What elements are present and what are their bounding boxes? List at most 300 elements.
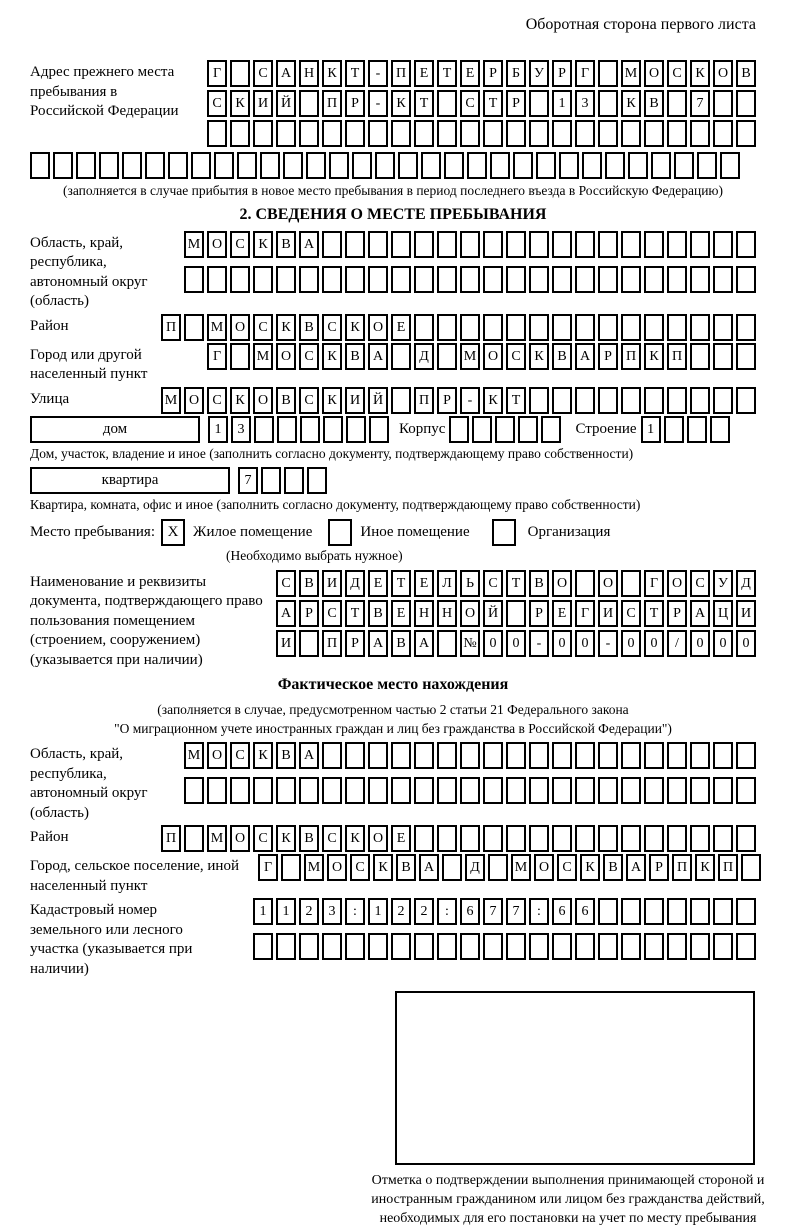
form-cell [713, 231, 733, 258]
form-cell [598, 231, 618, 258]
form-cell: С [322, 600, 342, 627]
form-cell: Ь [460, 570, 480, 597]
form-cell [621, 314, 641, 341]
form-cell: С [207, 90, 227, 117]
form-cell [736, 314, 756, 341]
form-cell: С [276, 570, 296, 597]
form-cell: : [529, 898, 549, 925]
form-cell [713, 825, 733, 852]
form-cell: О [713, 60, 733, 87]
form-cell: / [667, 630, 687, 657]
form-cell [230, 120, 250, 147]
cadastral-row-1 [253, 898, 756, 925]
form-cell [529, 266, 549, 293]
form-cell: В [276, 387, 296, 414]
form-cell: Д [465, 854, 485, 881]
form-cell [598, 266, 618, 293]
form-cell: Е [391, 314, 411, 341]
form-cell [345, 120, 365, 147]
form-cell [460, 825, 480, 852]
form-cell: Е [414, 60, 434, 87]
form-cell [352, 152, 372, 179]
form-cell [575, 231, 595, 258]
form-cell [184, 266, 204, 293]
form-cell: - [368, 90, 388, 117]
prev-address-row-2 [207, 90, 756, 117]
form-cell: О [276, 343, 296, 370]
form-cell: Й [483, 600, 503, 627]
form-cell: 2 [391, 898, 411, 925]
form-cell: Е [391, 600, 411, 627]
form-cell [575, 387, 595, 414]
form-cell: 1 [253, 898, 273, 925]
form-cell: Р [667, 600, 687, 627]
form-cell: А [299, 231, 319, 258]
form-cell: С [690, 570, 710, 597]
form-cell [449, 416, 469, 443]
form-cell: 1 [368, 898, 388, 925]
form-cell [713, 898, 733, 925]
form-cell [644, 777, 664, 804]
stay-type-block [30, 519, 756, 546]
form-cell: Р [345, 90, 365, 117]
form-cell: П [322, 90, 342, 117]
prev-address-label: Адрес прежнего места пребывания в Российской Федерации [30, 64, 179, 119]
form-cell [230, 343, 250, 370]
form-cell: Т [437, 60, 457, 87]
form-cell [664, 416, 684, 443]
form-cell [368, 742, 388, 769]
form-cell [621, 898, 641, 925]
form-cell [644, 933, 664, 960]
form-cell [575, 266, 595, 293]
form-cell: О [184, 387, 204, 414]
form-cell [667, 314, 687, 341]
form-cell: Д [736, 570, 756, 597]
form-cell: О [368, 314, 388, 341]
form-cell [529, 231, 549, 258]
form-cell [506, 742, 526, 769]
form-cell [736, 742, 756, 769]
form-cell [345, 933, 365, 960]
form-cell: О [207, 742, 227, 769]
form-cell: Т [345, 60, 365, 87]
form-cell: 0 [552, 630, 572, 657]
actual-region-label: Область, край, республика, автономный округ (область) [30, 746, 148, 821]
form-cell [369, 416, 389, 443]
form-cell: В [345, 343, 365, 370]
form-cell [690, 742, 710, 769]
form-cell: Т [414, 90, 434, 117]
form-cell: К [644, 343, 664, 370]
form-cell: С [322, 825, 342, 852]
form-cell: 2 [299, 898, 319, 925]
form-cell [421, 152, 441, 179]
form-cell: П [672, 854, 692, 881]
form-cell [460, 933, 480, 960]
form-cell [621, 570, 641, 597]
form-cell [506, 600, 526, 627]
form-cell [713, 120, 733, 147]
form-cell [460, 231, 480, 258]
form-cell: 7 [690, 90, 710, 117]
form-cell [713, 343, 733, 370]
form-cell: К [322, 387, 342, 414]
stay-type-label: Место пребывания: [30, 523, 155, 540]
form-cell [741, 854, 761, 881]
form-cell [736, 266, 756, 293]
form-cell: К [529, 343, 549, 370]
form-cell [322, 933, 342, 960]
form-cell [713, 742, 733, 769]
form-cell: А [690, 600, 710, 627]
form-cell: О [644, 60, 664, 87]
form-cell [621, 825, 641, 852]
form-cell [644, 120, 664, 147]
form-cell: 0 [713, 630, 733, 657]
section2-title: 2. СВЕДЕНИЯ О МЕСТЕ ПРЕБЫВАНИЯ [239, 205, 547, 223]
form-cell: К [276, 314, 296, 341]
form-cell: 1 [641, 416, 661, 443]
form-cell [598, 777, 618, 804]
form-cell: С [253, 825, 273, 852]
form-cell: М [253, 343, 273, 370]
form-cell [444, 152, 464, 179]
form-cell [414, 742, 434, 769]
apartment-number-row [238, 467, 327, 494]
form-cell: К [345, 314, 365, 341]
section2-district-row [161, 314, 756, 341]
form-cell [276, 266, 296, 293]
form-cell [687, 416, 707, 443]
form-cell: И [736, 600, 756, 627]
form-cell [414, 314, 434, 341]
form-cell: № [460, 630, 480, 657]
form-cell [598, 90, 618, 117]
form-cell: К [253, 231, 273, 258]
form-cell: 0 [506, 630, 526, 657]
form-cell [276, 933, 296, 960]
document-label: Наименование и реквизиты документа, подтверждающего право пользования помещением (строением, сооружением) (указывается при наличии) [30, 573, 263, 668]
form-cell: 0 [690, 630, 710, 657]
form-cell [184, 314, 204, 341]
form-cell [230, 60, 250, 87]
actual-location-title: Фактическое место нахождения [277, 676, 509, 694]
actual-city-block [30, 854, 756, 896]
form-cell [575, 120, 595, 147]
section2-district-block [30, 314, 756, 341]
form-cell [483, 120, 503, 147]
cadastral-row-2 [253, 933, 756, 960]
actual-region-row-2 [184, 777, 756, 804]
stroenie-row [641, 416, 730, 443]
form-cell: Е [460, 60, 480, 87]
section2-city-label: Город или другой населенный пункт [30, 346, 148, 383]
form-cell [598, 387, 618, 414]
form-cell: К [253, 742, 273, 769]
form-cell: К [345, 825, 365, 852]
form-cell [483, 266, 503, 293]
form-cell [598, 742, 618, 769]
form-cell: К [322, 60, 342, 87]
form-cell [506, 314, 526, 341]
form-cell [541, 416, 561, 443]
form-cell [736, 120, 756, 147]
form-cell [529, 90, 549, 117]
form-cell [644, 266, 664, 293]
form-cell [230, 266, 250, 293]
form-cell: В [529, 570, 549, 597]
form-cell [690, 387, 710, 414]
section2-street-block [30, 387, 756, 414]
form-cell: 7 [483, 898, 503, 925]
form-cell [713, 314, 733, 341]
form-cell [575, 825, 595, 852]
actual-region-grid [184, 742, 756, 812]
house-box-label: дом [30, 416, 200, 443]
form-cell [667, 933, 687, 960]
korpus-label: Корпус [399, 420, 446, 437]
form-cell [713, 387, 733, 414]
form-cell: Ц [713, 600, 733, 627]
form-cell: 1 [208, 416, 228, 443]
form-cell [552, 825, 572, 852]
form-cell [260, 152, 280, 179]
form-cell [736, 898, 756, 925]
form-cell [582, 152, 602, 179]
form-cell: Т [644, 600, 664, 627]
form-cell [736, 933, 756, 960]
form-cell [184, 777, 204, 804]
form-cell [375, 152, 395, 179]
form-cell: К [695, 854, 715, 881]
form-cell [690, 314, 710, 341]
form-cell [346, 416, 366, 443]
form-cell: С [253, 314, 273, 341]
form-cell [667, 387, 687, 414]
form-cell [736, 231, 756, 258]
actual-district-label: Район [30, 829, 69, 846]
form-cell [552, 777, 572, 804]
form-cell: А [299, 742, 319, 769]
form-cell: Г [575, 600, 595, 627]
form-cell: М [304, 854, 324, 881]
form-cell: А [626, 854, 646, 881]
form-cell [552, 120, 572, 147]
stay-type-note: (Необходимо выбрать нужное) [226, 547, 403, 563]
form-cell: М [184, 231, 204, 258]
form-cell [329, 152, 349, 179]
form-cell [299, 933, 319, 960]
form-cell: - [598, 630, 618, 657]
form-cell [391, 343, 411, 370]
form-cell [552, 933, 572, 960]
form-cell: М [207, 314, 227, 341]
form-cell: 6 [552, 898, 572, 925]
apartment-box-label: квартира [30, 467, 230, 494]
form-cell: П [161, 825, 181, 852]
form-cell [467, 152, 487, 179]
form-cell: - [529, 630, 549, 657]
form-cell [529, 933, 549, 960]
form-cell: Б [506, 60, 526, 87]
form-cell [391, 933, 411, 960]
actual-district-block [30, 825, 756, 852]
form-cell [690, 343, 710, 370]
form-cell: И [598, 600, 618, 627]
form-cell: И [276, 630, 296, 657]
form-cell [529, 120, 549, 147]
form-cell: В [299, 314, 319, 341]
form-cell: С [322, 314, 342, 341]
form-cell [391, 266, 411, 293]
prev-address-row-3 [207, 120, 756, 147]
form-cell [414, 231, 434, 258]
house-block [30, 416, 756, 443]
form-cell: М [184, 742, 204, 769]
form-cell [529, 314, 549, 341]
form-cell: М [511, 854, 531, 881]
form-cell [368, 933, 388, 960]
confirmation-stamp-box [395, 991, 755, 1165]
form-cell: П [161, 314, 181, 341]
form-cell [490, 152, 510, 179]
form-cell: 7 [238, 467, 258, 494]
form-cell: Г [258, 854, 278, 881]
form-cell [598, 933, 618, 960]
form-cell [299, 266, 319, 293]
form-cell [283, 152, 303, 179]
form-cell [736, 343, 756, 370]
form-cell: Е [414, 570, 434, 597]
form-cell [414, 777, 434, 804]
form-cell [506, 777, 526, 804]
actual-location-note-1: (заполняется в случае, предусмотренном частью 2 статьи 21 Федерального закона [157, 702, 629, 718]
cadastral-block [30, 898, 756, 979]
house-note: Дом, участок, владение и иное (заполнить согласно документу, подтверждающему право собственности) [30, 445, 634, 461]
form-cell: С [230, 231, 250, 258]
form-cell: В [396, 854, 416, 881]
form-cell [322, 777, 342, 804]
form-cell [713, 933, 733, 960]
form-cell [690, 898, 710, 925]
form-cell [437, 777, 457, 804]
cadastral-grid [253, 898, 756, 968]
form-cell [506, 266, 526, 293]
form-cell: У [713, 570, 733, 597]
form-cell [345, 742, 365, 769]
form-cell [644, 898, 664, 925]
form-cell: Д [414, 343, 434, 370]
form-cell [276, 120, 296, 147]
form-cell [414, 120, 434, 147]
form-cell [697, 152, 717, 179]
form-cell [184, 825, 204, 852]
form-cell: В [368, 600, 388, 627]
form-cell: П [414, 387, 434, 414]
form-cell: С [230, 742, 250, 769]
form-cell [506, 231, 526, 258]
form-cell [460, 742, 480, 769]
form-cell: Т [345, 600, 365, 627]
form-cell [552, 266, 572, 293]
form-cell [720, 152, 740, 179]
form-cell: Р [552, 60, 572, 87]
form-cell [253, 266, 273, 293]
form-cell: М [621, 60, 641, 87]
confirmation-stamp-caption: Отметка о подтверждении выполнения принимающей стороной и иностранным гражданином или лицом без гражданства действий, необходимых для его постановки на учет по месту пребывания [371, 1173, 765, 1227]
form-cell [99, 152, 119, 179]
form-cell: Р [649, 854, 669, 881]
stay-type-checkbox-other [328, 519, 352, 546]
form-cell [575, 933, 595, 960]
section2-street-row [161, 387, 756, 414]
form-cell [621, 742, 641, 769]
form-cell: Е [552, 600, 572, 627]
form-cell: 0 [644, 630, 664, 657]
form-cell [644, 231, 664, 258]
form-cell [460, 314, 480, 341]
form-cell [518, 416, 538, 443]
section2-region-block [30, 231, 756, 312]
form-cell [230, 777, 250, 804]
form-cell: С [667, 60, 687, 87]
form-cell [300, 416, 320, 443]
form-cell [261, 467, 281, 494]
section2-region-row-2 [184, 266, 756, 293]
form-cell: Р [299, 600, 319, 627]
form-cell [276, 777, 296, 804]
form-cell [483, 777, 503, 804]
form-cell: О [598, 570, 618, 597]
form-cell [253, 777, 273, 804]
form-cell: Т [506, 570, 526, 597]
form-cell [414, 825, 434, 852]
form-cell: Д [345, 570, 365, 597]
form-cell [322, 120, 342, 147]
form-cell [460, 777, 480, 804]
form-cell [598, 60, 618, 87]
form-cell [483, 314, 503, 341]
form-cell: 0 [575, 630, 595, 657]
actual-city-row [258, 854, 761, 881]
form-cell [483, 231, 503, 258]
form-cell: В [552, 343, 572, 370]
form-cell: К [690, 60, 710, 87]
form-cell: М [207, 825, 227, 852]
form-cell: П [322, 630, 342, 657]
section2-region-row-1 [184, 231, 756, 258]
form-cell: Е [368, 570, 388, 597]
form-cell [284, 467, 304, 494]
form-cell [552, 231, 572, 258]
cadastral-label: Кадастровый номер земельного или лесного участка (указывается при наличии) [30, 902, 193, 977]
form-cell [483, 742, 503, 769]
form-cell [483, 825, 503, 852]
form-cell [299, 777, 319, 804]
form-cell [437, 933, 457, 960]
form-cell: П [391, 60, 411, 87]
form-cell [299, 90, 319, 117]
form-cell [628, 152, 648, 179]
form-cell [306, 152, 326, 179]
section2-street-label: Улица [30, 390, 70, 407]
form-cell [391, 120, 411, 147]
form-cell [621, 777, 641, 804]
form-cell: О [460, 600, 480, 627]
form-cell [598, 825, 618, 852]
form-cell [674, 152, 694, 179]
